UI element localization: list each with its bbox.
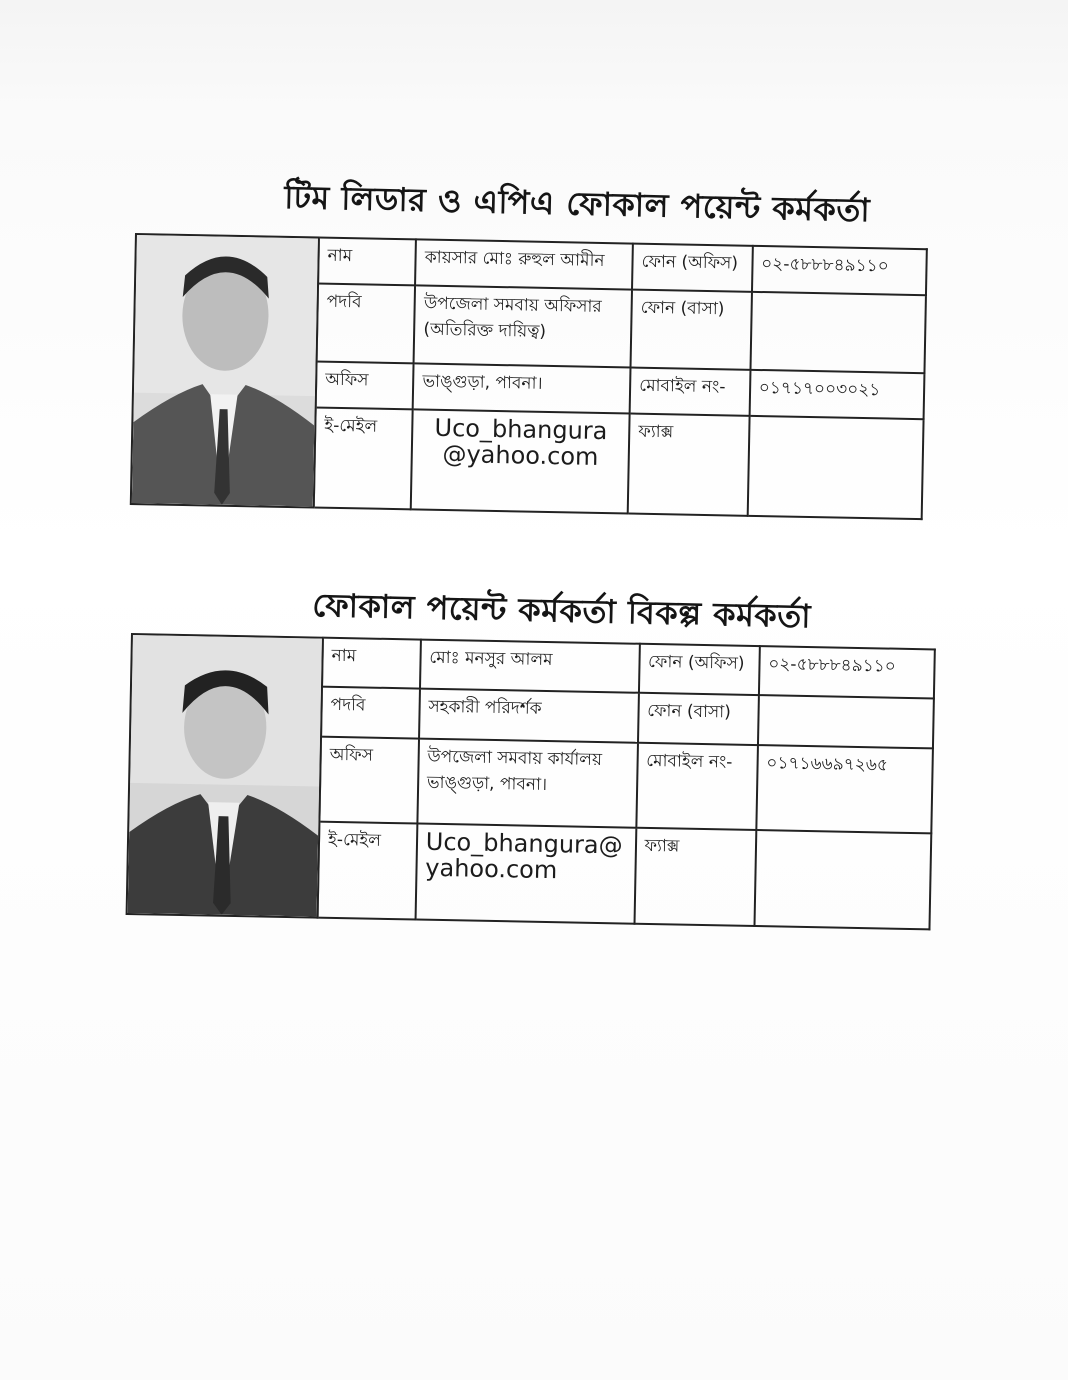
officer-card-team-leader xyxy=(130,233,928,520)
name-value: মোঃ মনসুর আলম xyxy=(420,640,640,694)
phone-home-value xyxy=(750,292,926,374)
name-label: নাম xyxy=(318,238,416,286)
email-line-1: Uco_bhangura xyxy=(434,413,608,446)
section-heading-focal-point: ফোকাল পয়েন্ট কর্মকর্তা বিকল্প কর্মকর্তা xyxy=(312,585,812,636)
email-value xyxy=(415,824,636,924)
designation-value: উপজেলা সমবায় অফিসার (অতিরিক্ত দায়িত্ব) xyxy=(414,285,632,368)
phone-home-label: ফোন (বাসা) xyxy=(631,289,752,370)
officer-card-focal-point xyxy=(126,633,936,930)
office-value: উপজেলা সমবায় কার্যালয় ভাঙ্গুড়া, পাবনা। xyxy=(417,738,637,827)
mobile-label: মোবাইল নং- xyxy=(636,743,758,830)
email-label: ই-মেইল xyxy=(318,822,418,920)
name-value: কায়সার মোঃ রুহুল আমীন xyxy=(415,239,633,289)
phone-home-label: ফোন (বাসা) xyxy=(638,693,759,745)
email-value xyxy=(411,409,630,513)
mobile-label: মোবাইল নং- xyxy=(630,368,750,416)
phone-office-value: ০২-৫৮৮৮৪৯১১০ xyxy=(759,646,935,699)
mobile-value: ০১৭১৬৬৯৭২৬৫ xyxy=(756,745,933,834)
email-line-1: Uco_bhangura@ xyxy=(425,827,623,860)
email-line-2: @yahoo.com xyxy=(442,439,599,471)
name-label: নাম xyxy=(322,638,421,689)
phone-office-label: ফোন (অফিস) xyxy=(632,244,752,292)
designation-label: পদবি xyxy=(317,283,416,364)
fax-value xyxy=(754,830,931,929)
officer-photo xyxy=(130,233,320,509)
section-heading-team-leader: টিম লিডার ও এপিএ ফোকাল পয়েন্ট কর্মকর্তা xyxy=(284,177,871,230)
designation-value: সহকারী পরিদর্শক xyxy=(419,689,639,743)
fax-label: ফ্যাক্স xyxy=(634,828,756,926)
designation-label: পদবি xyxy=(321,687,420,738)
office-label: অফিস xyxy=(316,362,414,410)
phone-office-label: ফোন (অফিস) xyxy=(639,644,760,696)
officer-photo xyxy=(126,633,324,919)
email-line-2: yahoo.com xyxy=(425,853,558,885)
phone-office-value: ০২-৫৮৮৮৪৯১১০ xyxy=(752,246,927,295)
officer-info-table xyxy=(317,637,936,931)
fax-label: ফ্যাক্স xyxy=(628,414,749,516)
officer-info-table xyxy=(313,237,928,521)
office-label: অফিস xyxy=(319,737,418,824)
mobile-value: ০১৭১৭০০৩০২১ xyxy=(749,370,924,419)
phone-home-value xyxy=(758,695,934,748)
office-value: ভাঙ্গুড়া, পাবনা। xyxy=(413,364,631,414)
email-label: ই-মেইল xyxy=(314,408,413,510)
fax-value xyxy=(747,416,923,519)
